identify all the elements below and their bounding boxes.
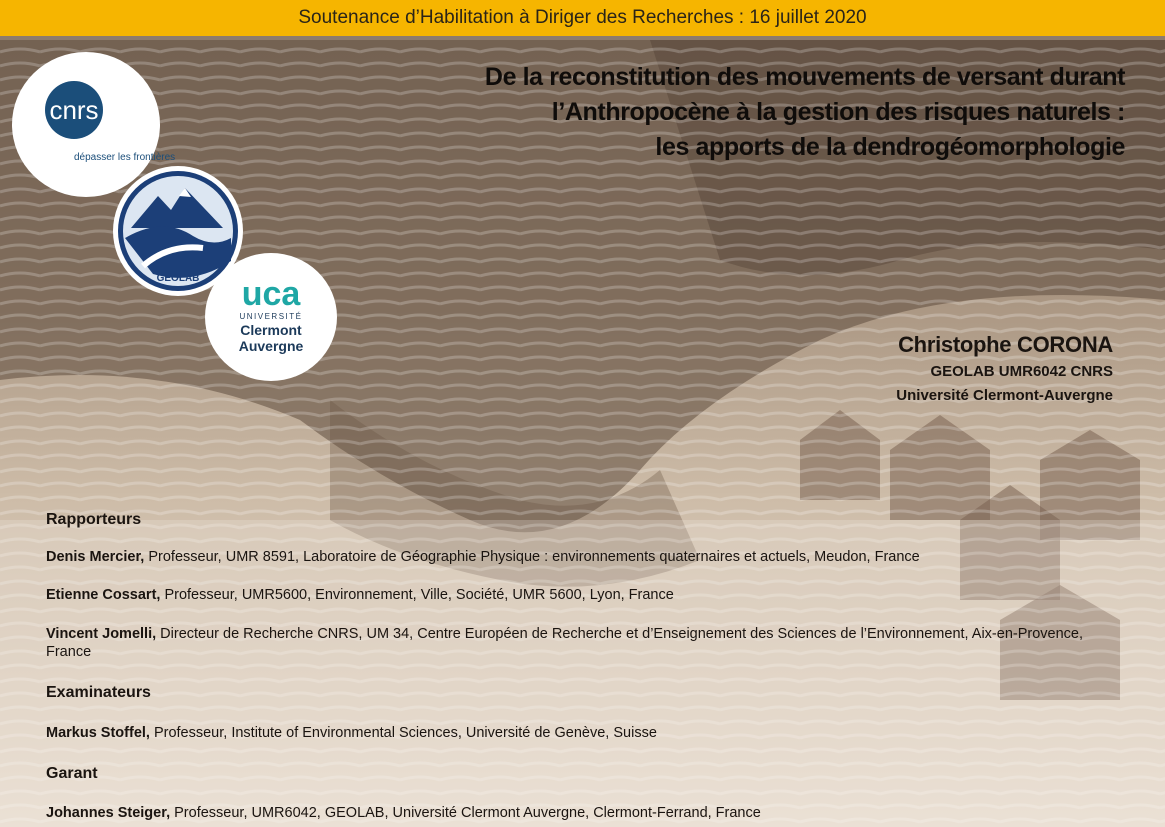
cnrs-tagline: dépasser les frontières: [74, 152, 176, 163]
jury-details: Professeur, Institute of Environmental Sciences, Université de Genève, Suisse: [149, 725, 657, 741]
jury-entry-jomelli: [46, 625, 1126, 661]
jury-name: Etienne Cossart,: [46, 587, 161, 603]
jury-details: Professeur, UMR 8591, Laboratoire de Géographie Physique : environnements quaternaires et actuels, Meudon, France: [144, 549, 920, 565]
author-affiliation-1: GEOLAB UMR6042 CNRS: [930, 363, 1113, 380]
banner-text: Soutenance d’Habilitation à Diriger des Recherches : 16 juillet 2020: [298, 7, 867, 28]
uca-mark-icon: [205, 253, 337, 381]
jury-details: Professeur, UMR5600, Environnement, Ville, Société, UMR 5600, Lyon, France: [160, 587, 674, 603]
header-banner: [0, 0, 1165, 36]
jury-entry-stoffel: [46, 724, 1126, 742]
garant-heading: Garant: [46, 765, 98, 782]
examinateurs-heading: Examinateurs: [46, 684, 151, 701]
jury-entry-steiger: [46, 804, 1126, 822]
jury-name: Denis Mercier,: [46, 549, 145, 565]
author-affiliation-2: Université Clermont-Auvergne: [896, 387, 1113, 404]
title-line-3: les apports de la dendrogéomorphologie: [655, 133, 1125, 161]
jury-details: Directeur de Recherche CNRS, UM 34, Centre Européen de Recherche et d’Enseignement des Sciences de l’Environnement, Aix-en-Provence, France: [46, 626, 1084, 660]
jury-name: Markus Stoffel,: [46, 725, 150, 741]
rapporteurs-heading: Rapporteurs: [46, 511, 142, 528]
uca-mark-text: uca: [241, 275, 301, 313]
title-line-2: l’Anthropocène à la gestion des risques naturels :: [551, 98, 1125, 126]
uca-logo: [205, 253, 337, 381]
jury-entry-cossart: [46, 586, 1126, 604]
jury-entry-mercier: [46, 548, 1126, 566]
author-block: [896, 330, 1113, 408]
jury-name: Vincent Jomelli,: [46, 626, 157, 642]
title-line-1: De la reconstitution des mouvements de versant durant: [484, 63, 1125, 91]
uca-line1: UNIVERSITÉ: [239, 312, 303, 321]
uca-line3: Auvergne: [238, 338, 304, 354]
uca-line2: Clermont: [240, 322, 302, 338]
thesis-title: [405, 60, 1125, 165]
jury-name: Johannes Steiger,: [46, 805, 171, 821]
author-name: Christophe CORONA: [898, 332, 1113, 357]
cnrs-mark-text: cnrs: [49, 95, 99, 125]
geolab-text: GEOLAB: [156, 273, 200, 284]
jury-details: Professeur, UMR6042, GEOLAB, Université Clermont Auvergne, Clermont-Ferrand, France: [170, 805, 761, 821]
